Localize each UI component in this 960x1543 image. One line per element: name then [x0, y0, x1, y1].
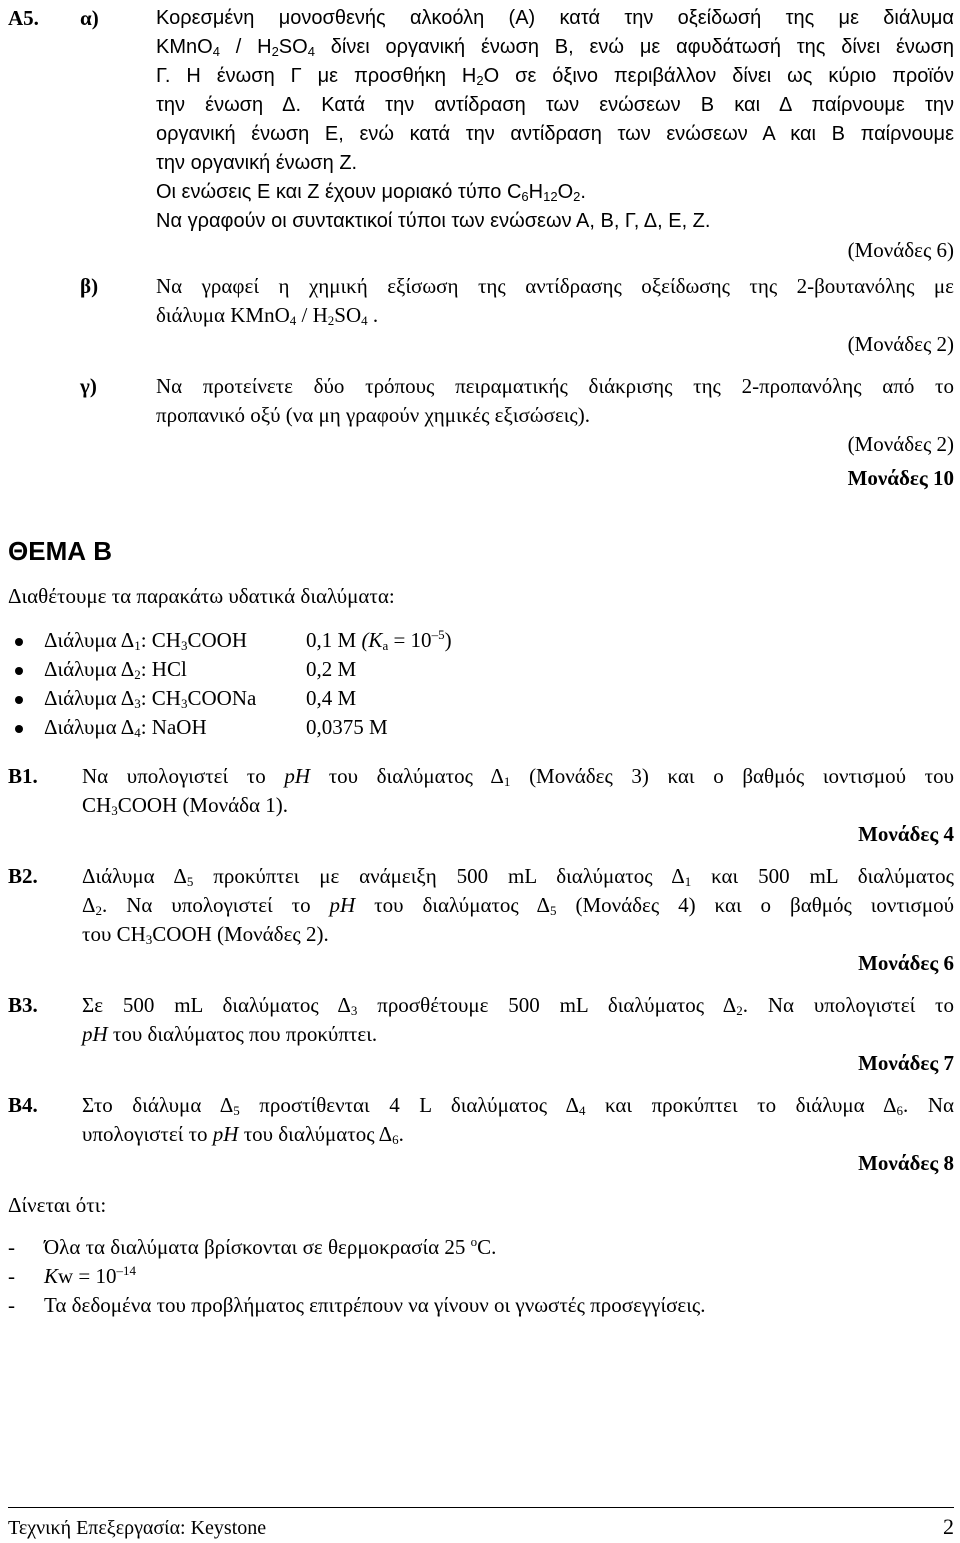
- solution-item-3: Διάλυμα $\Delta_3$: $CH_3COONa$: [44, 686, 257, 711]
- bullet-icon: [15, 638, 23, 646]
- footer-divider: [8, 1507, 954, 1508]
- question-label-a5: A5.: [8, 6, 39, 30]
- a5-alpha-line-3: Γ. Η ένωση Γ με προσθήκη $H_2O$ σε όξινο περιβάλλον δίνει ως κύριο προϊόν: [156, 65, 954, 88]
- a5-beta-line-1: Να γραφεί η χημική εξίσωση της αντίδρασης οξείδωσης της 2-βουτανόλης με: [156, 274, 954, 298]
- b3-line-2: pH του διαλύματος που προκύπτει.: [82, 1022, 378, 1046]
- solution-conc-3: 0,4 M: [306, 686, 357, 710]
- section-heading-theme-b: ΘΕΜΑ Β: [8, 536, 112, 566]
- given-dash-1: -: [8, 1235, 15, 1259]
- given-dash-2: -: [8, 1264, 15, 1288]
- question-label-b2: Β2.: [8, 864, 38, 888]
- a5-gamma-points: (Μονάδες 2): [847, 432, 954, 456]
- a5-gamma-line-2: προπανικό οξύ (να μη γραφούν χημικές εξισώσεις).: [156, 403, 590, 427]
- page-number: 2: [943, 1514, 954, 1539]
- a5-alpha-line-2: KMnO$_4$ / $H_2SO_4$ δίνει οργανική ένωση Β, ενώ με αφυδάτωσή της δίνει ένωση: [156, 36, 954, 59]
- a5-alpha-line-5: οργανική ένωση Ε, ενώ κατά την αντίδραση των ενώσεων Α και Β παίρνουμε: [156, 123, 954, 145]
- solution-conc-4: 0,0375 M: [306, 715, 388, 739]
- b3-points: Μονάδες 7: [858, 1051, 954, 1075]
- theme-b-intro: Διαθέτουμε τα παρακάτω υδατικά διαλύματα:: [8, 584, 395, 608]
- bullet-icon: [15, 725, 23, 733]
- a5-alpha-line-8: Να γραφούν οι συντακτικοί τύποι των ενώσεων Α, Β, Γ, Δ, Ε, Ζ.: [156, 210, 711, 232]
- b1-points: Μονάδες 4: [858, 822, 954, 846]
- b1-line-1: Να υπολογιστεί το pH του διαλύματος $\Delta_1$ (Μονάδες 3) και ο βαθμός ιοντισμού του: [82, 764, 955, 789]
- part-label-beta: β): [80, 274, 99, 298]
- a5-total-points: Μονάδες 10: [847, 466, 954, 490]
- b2-line-3: του $CH_3COOH$ (Μονάδες 2).: [82, 922, 329, 947]
- given-item-2: $Kw = 10^{-14}$: [44, 1263, 137, 1288]
- given-item-1: Όλα τα διαλύματα βρίσκονται σε θερμοκρασία 25 $^o$C.: [44, 1234, 497, 1259]
- solution-item-4: Διάλυμα $\Delta_4$: NaOH: [44, 715, 207, 740]
- b4-points: Μονάδες 8: [858, 1151, 954, 1175]
- a5-alpha-points: (Μονάδες 6): [847, 238, 954, 262]
- b4-line-2: υπολογιστεί το pH του διαλύματος $\Delta_6$.: [82, 1122, 404, 1147]
- solution-item-2: Διάλυμα $\Delta_2$: HCl: [44, 657, 187, 682]
- part-label-gamma: γ): [80, 374, 97, 398]
- footer-text: Τεχνική Επεξεργασία: Keystone: [8, 1517, 267, 1539]
- a5-alpha-line-6: την οργανική ένωση Ζ.: [156, 152, 358, 174]
- solution-conc-1: 0,1 M $(K_a = 10^{-5})$: [306, 627, 452, 653]
- b2-points: Μονάδες 6: [858, 951, 954, 975]
- given-item-3: Τα δεδομένα του προβλήματος επιτρέπουν να γίνουν οι γνωστές προσεγγίσεις.: [44, 1293, 706, 1317]
- question-label-b3: Β3.: [8, 993, 38, 1017]
- given-heading: Δίνεται ότι:: [8, 1193, 107, 1217]
- question-label-b4: Β4.: [8, 1093, 38, 1117]
- bullet-icon: [15, 667, 23, 675]
- b1-line-2: $CH_3COOH$ (Μονάδα 1).: [82, 793, 288, 818]
- b2-line-1: Διάλυμα $\Delta_5$ προκύπτει με ανάμειξη 500 mL διαλύματος $\Delta_1$ και 500 mL διαλύματος: [82, 864, 954, 889]
- solution-conc-2: 0,2 M: [306, 657, 357, 681]
- a5-beta-points: (Μονάδες 2): [847, 332, 954, 356]
- given-dash-3: -: [8, 1293, 15, 1317]
- a5-gamma-line-1: Να προτείνετε δύο τρόπους πειραματικής διάκρισης της 2-προπανόλης από το: [156, 374, 954, 398]
- b4-line-1: Στο διάλυμα $\Delta_5$ προστίθενται 4 L διαλύματος $\Delta_4$ και προκύπτει το διάλυμα $\Delta_6$. Να: [82, 1093, 954, 1118]
- bullet-icon: [15, 696, 23, 704]
- a5-beta-line-2: διάλυμα KMnO$_4$ / $H_2SO_4$ .: [156, 303, 379, 328]
- b3-line-1: Σε 500 mL διαλύματος $\Delta_3$ προσθέτουμε 500 mL διαλύματος $\Delta_2$. Να υπολογιστεί το: [82, 993, 954, 1018]
- part-label-alpha: α): [80, 6, 99, 30]
- solution-item-1: Διάλυμα $\Delta_1$: $CH_3COOH$: [44, 628, 247, 653]
- b2-line-2: $\Delta_2$. Να υπολογιστεί το pH του διαλύματος $\Delta_5$ (Μονάδες 4) και ο βαθμός ιοντισμού: [82, 893, 954, 918]
- a5-alpha-line-1: Κορεσμένη μονοσθενής αλκοόλη (Α) κατά την οξείδωσή της με διάλυμα: [156, 7, 954, 29]
- a5-alpha-line-7: Οι ενώσεις Ε και Ζ έχουν μοριακό τύπο $C_6H_{12}O_2$.: [156, 181, 586, 204]
- question-label-b1: Β1.: [8, 764, 38, 788]
- a5-alpha-line-4: την ένωση Δ. Κατά την αντίδραση των ενώσεων Β και Δ παίρνουμε την: [156, 94, 954, 116]
